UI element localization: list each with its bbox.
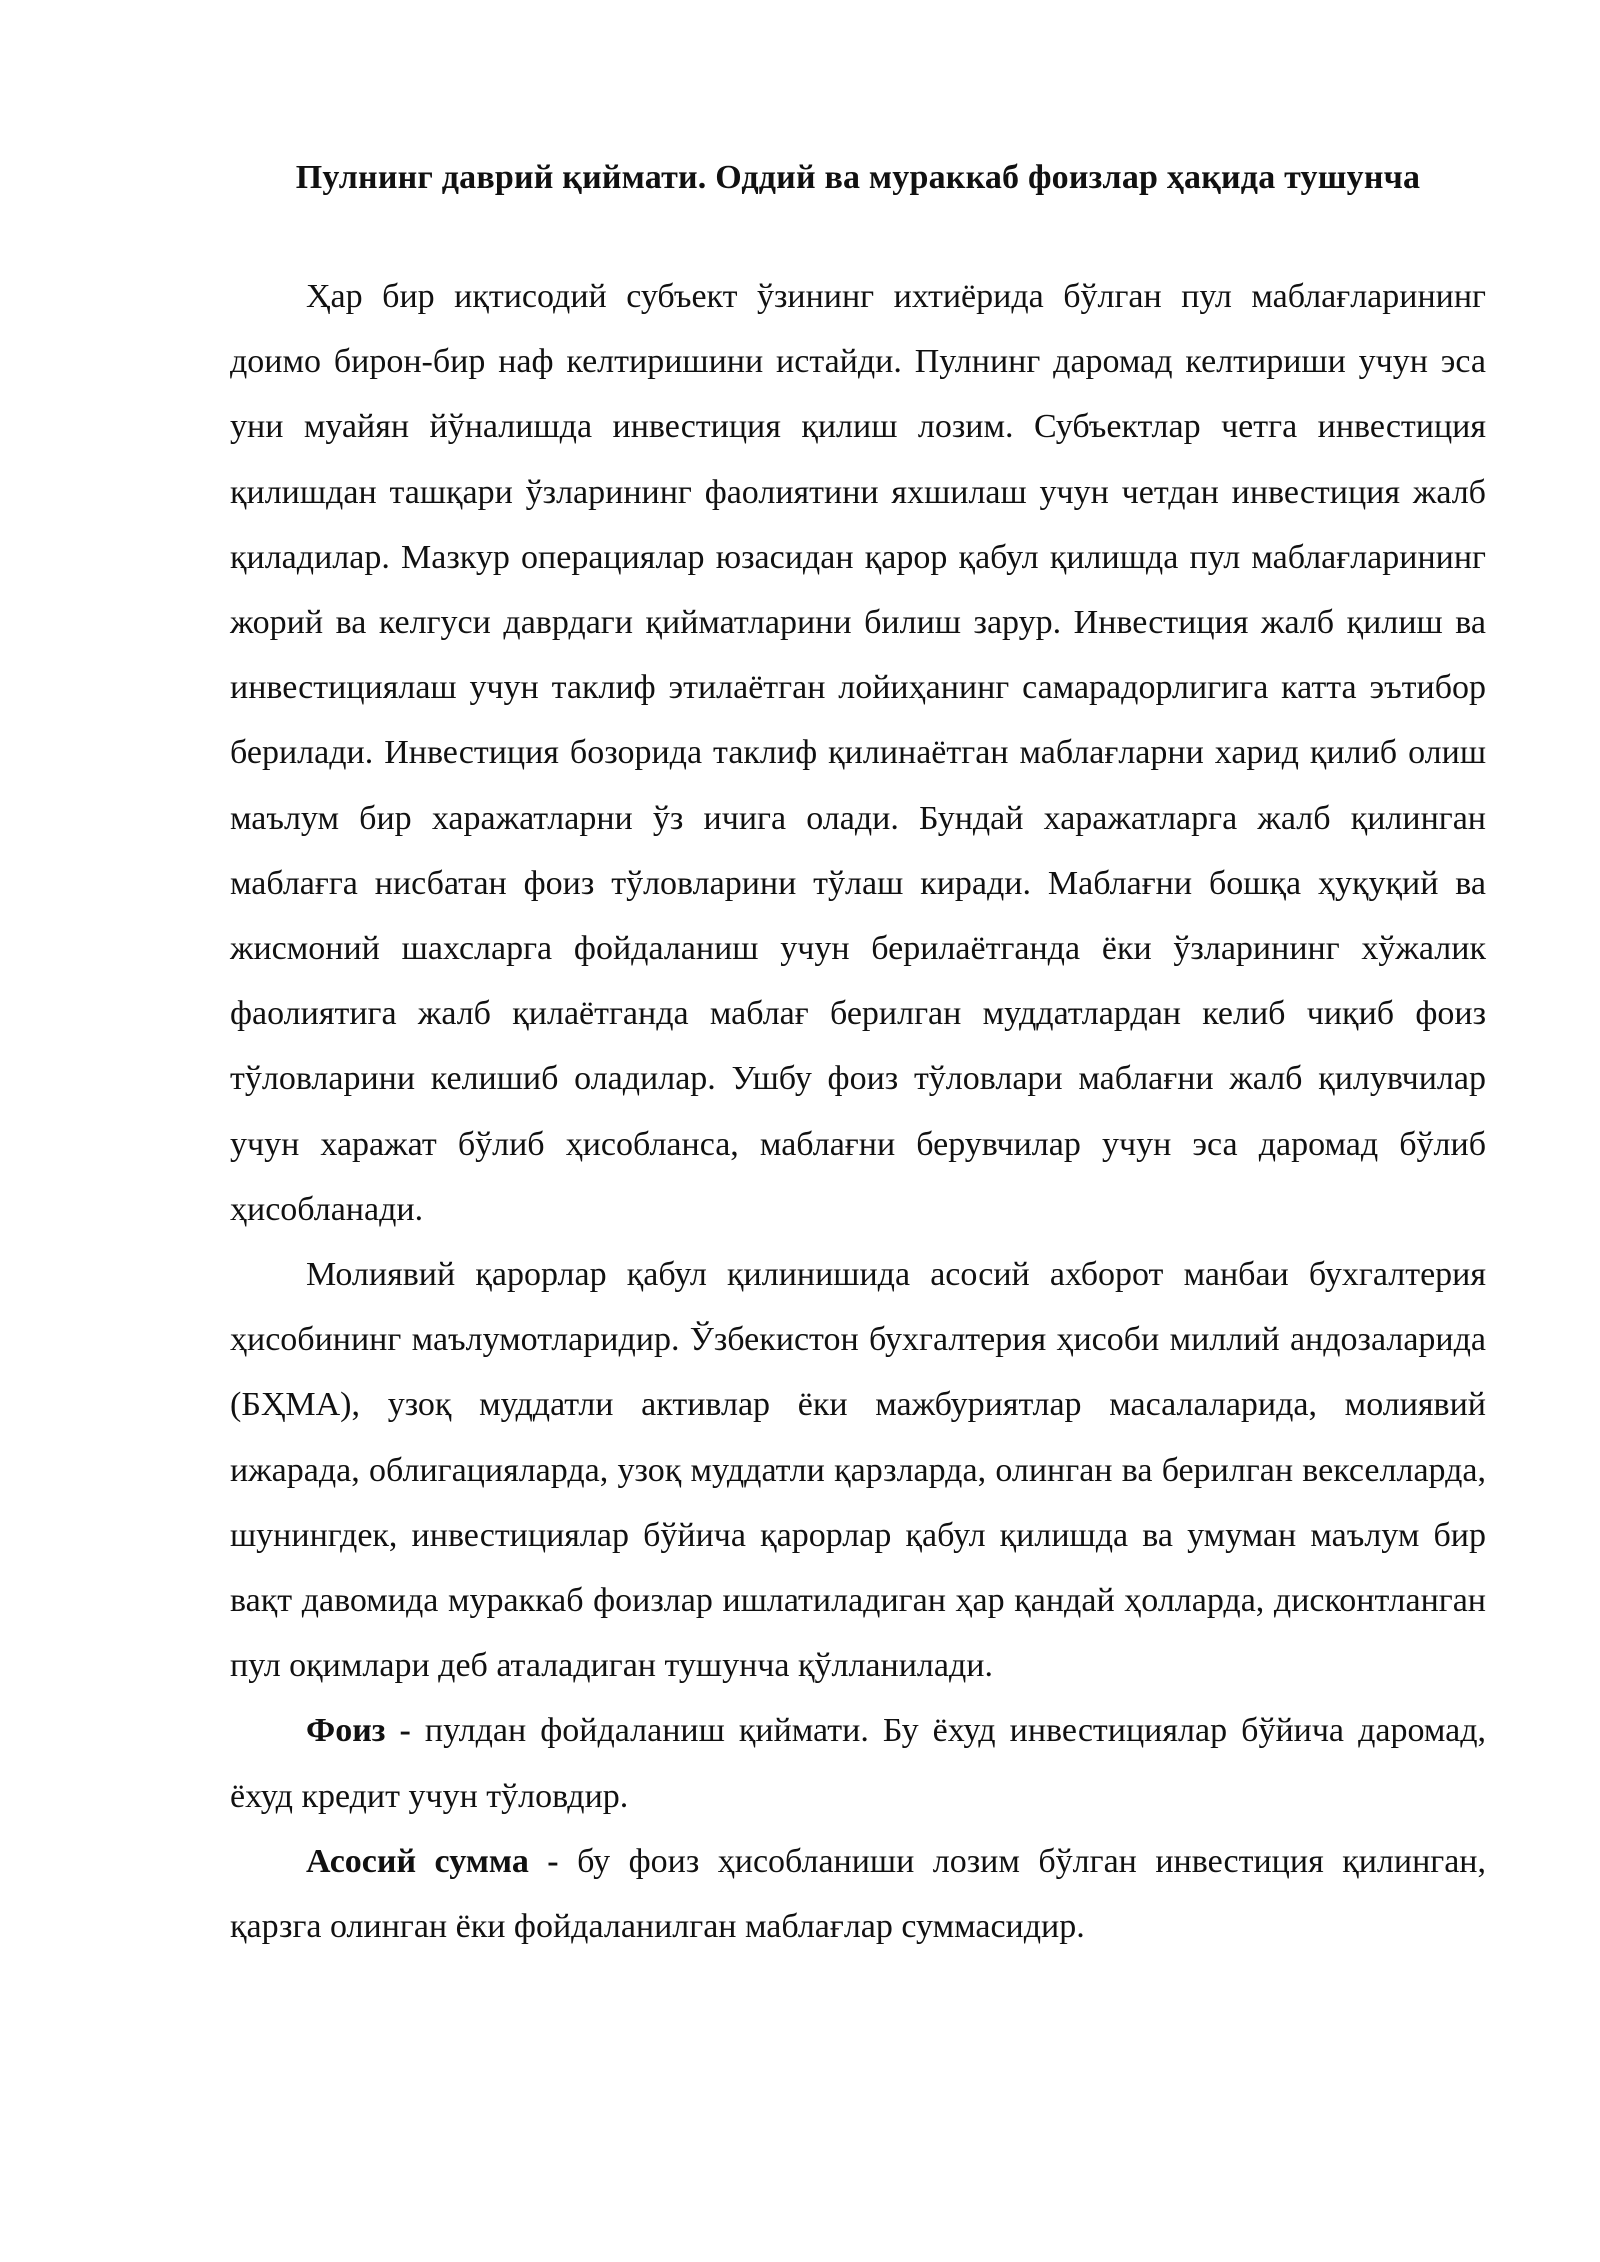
definition-text: пулдан фойдаланиш қиймати. Бу ёхуд инвестициялар бўйича даромад, ёхуд кредит учун тўловдир. [230,1712,1487,1815]
definition-text: бу фоиз ҳисобланиши лозим бўлган инвестиция қилинган, қарзга олинган ёки фойдаланилган маблағлар суммасидир. [230,1842,1486,1946]
paragraph-intro: Ҳар бир иқтисодий субъект ўзининг ихтиёрида бўлган пул маблағларининг доимо бирон-бир наф келтиришини истайди. Пулнинг даромад келтириши учун эса уни муайян йўналишда инвестиция қилиш лозим. Субъектлар четга инвестиция қилишдан ташқари ўзларининг фаолиятини яхшилаш учун четдан инвестиция жалб қиладилар. Мазкур операциялар юзасидан қарор қабул қилишда пул маблағларининг жорий ва келгуси даврдаги қийматларини билиш зарур. Инвестиция жалб қилиш ва инвестициялаш учун таклиф этилаётган лойиҳанинг самарадорлигига катта эътибор берилади. Инвестиция бозорида таклиф қилинаётган маблағларни харид қилиб олиш маълум бир харажатларни ўз ичига олади. Бундай харажатларга жалб қилинган маблағга нисбатан фоиз тўловларини тўлаш киради. Маблағни бошқа ҳуқуқий ва жисмоний шахсларга фойдаланиш учун берилаётганда ёки ўзларининг хўжалик фаолиятига жалб қилаётганда маблағ берилган муддатлардан келиб чиқиб фоиз тўловларини келишиб оладилар. Ушбу фоиз тўловлари маблағни жалб қилувчилар учун харажат бўлиб ҳисобланса, маблағни берувчилар учун эса даромад бўлиб ҳисобланади. [230,278,1486,1228]
paragraph-accounting: Молиявий қарорлар қабул қилинишида асосий ахборот манбаи бухгалтерия ҳисобининг маълумотларидир. Ўзбекистон бухгалтерия ҳисоби миллий андозаларида (БҲМА), узоқ муддатли активлар ёки мажбуриятлар масалаларида, молиявий ижарада, облигацияларда, узоқ муддатли қарзларда, олинган ва берилган векселларда, шунингдек, инвестициялар бўйича қарорлар қабул қилишда ва умуман маълум бир вақт давомида мураккаб фоизлар ишлатиладиган ҳар қандай ҳолларда, дисконтланган пул оқимлари деб аталадиган тушунча қўлланилади. [230,1256,1486,1685]
document-body [230,148,1486,1959]
definition-interest [230,1698,1486,1828]
document-title: Пулнинг даврий қиймати. Оддий ва мураккаб фоизлар ҳақида тушунча [295,159,1421,196]
definition-term: Фоиз - [306,1712,411,1750]
definition-term: Асосий сумма - [306,1842,559,1880]
definition-principal [230,1829,1486,1959]
